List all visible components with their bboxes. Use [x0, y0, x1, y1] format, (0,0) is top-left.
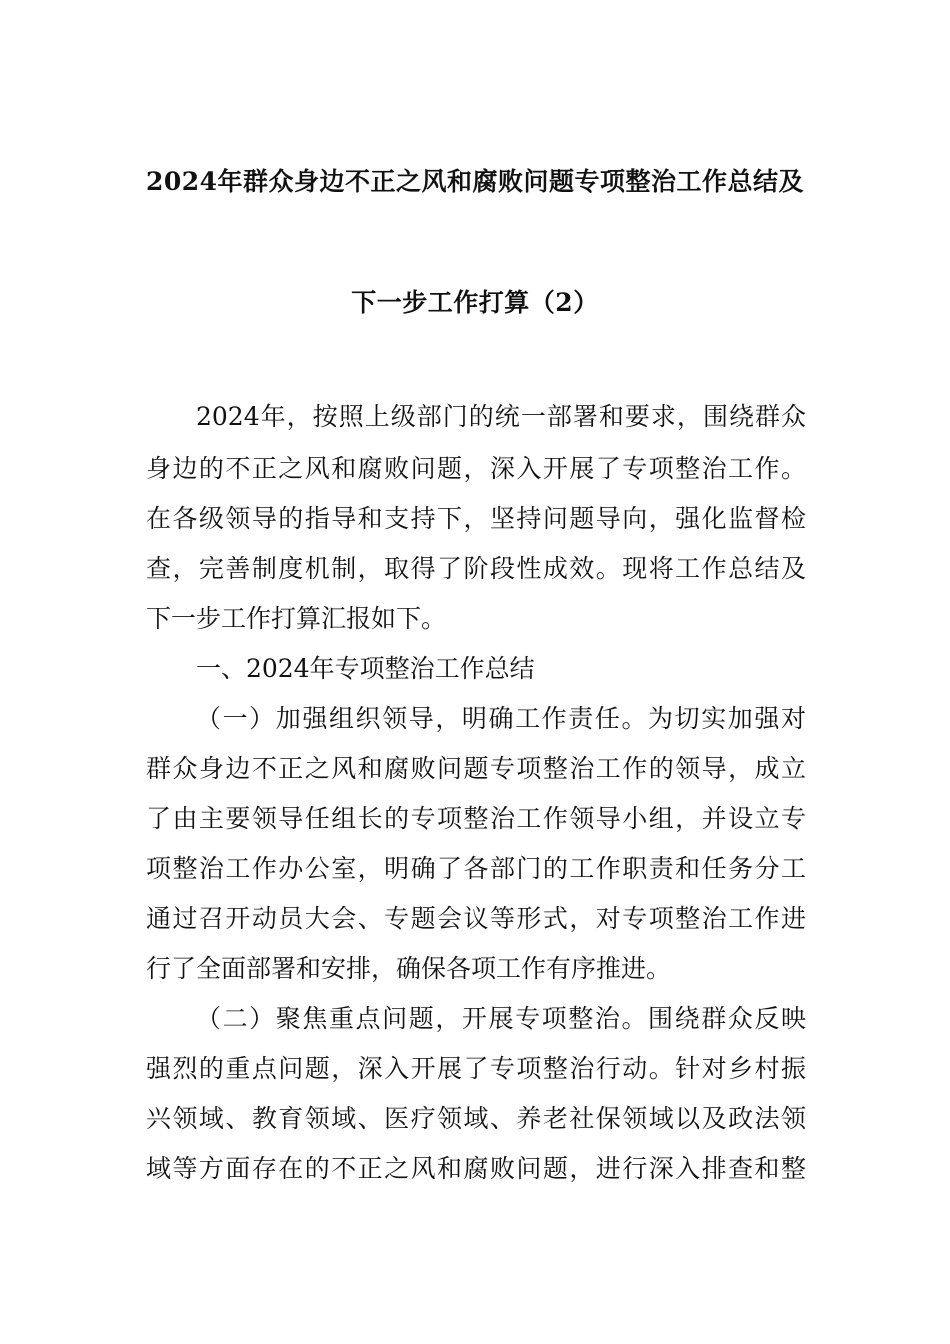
paragraph-line: （一）加强组织领导，明确工作责任。为切实加强对 [196, 704, 806, 733]
paragraph-line: 域等方面存在的不正之风和腐败问题，进行深入排查和整 [146, 1154, 806, 1183]
paragraph-line: 强烈的重点问题，深入开展了专项整治行动。针对乡村振 [146, 1054, 806, 1083]
document-title-line-1: 2024年群众身边不正之风和腐败问题专项整治工作总结及 [145, 167, 805, 196]
paragraph-line: 2024年，按照上级部门的统一部署和要求，围绕群众 [196, 402, 806, 431]
document-title-line-2: 下一步工作打算（2） [351, 288, 599, 317]
paragraph-line: 群众身边不正之风和腐败问题专项整治工作的领导，成立 [146, 754, 806, 783]
section-heading: 一、2024年专项整治工作总结 [196, 654, 535, 683]
paragraph-line: 行了全面部署和安排，确保各项工作有序推进。 [146, 954, 672, 983]
paragraph-line: 下一步工作打算汇报如下。 [146, 604, 447, 633]
paragraph-line: 兴领域、教育领域、医疗领域、养老社保领域以及政法领 [146, 1104, 806, 1133]
paragraph-line: 通过召开动员大会、专题会议等形式，对专项整治工作进 [146, 904, 806, 933]
paragraph-line: 查，完善制度机制，取得了阶段性成效。现将工作总结及 [146, 554, 806, 583]
paragraph-line: 身边的不正之风和腐败问题，深入开展了专项整治工作。 [146, 454, 806, 483]
paragraph-line: 项整治工作办公室，明确了各部门的工作职责和任务分工 [146, 854, 806, 883]
paragraph-line: 在各级领导的指导和支持下，坚持问题导向，强化监督检 [146, 504, 806, 533]
paragraph-line: 了由主要领导任组长的专项整治工作领导小组，并设立专 [146, 804, 806, 833]
paragraph-line: （二）聚焦重点问题，开展专项整治。围绕群众反映 [196, 1004, 806, 1033]
